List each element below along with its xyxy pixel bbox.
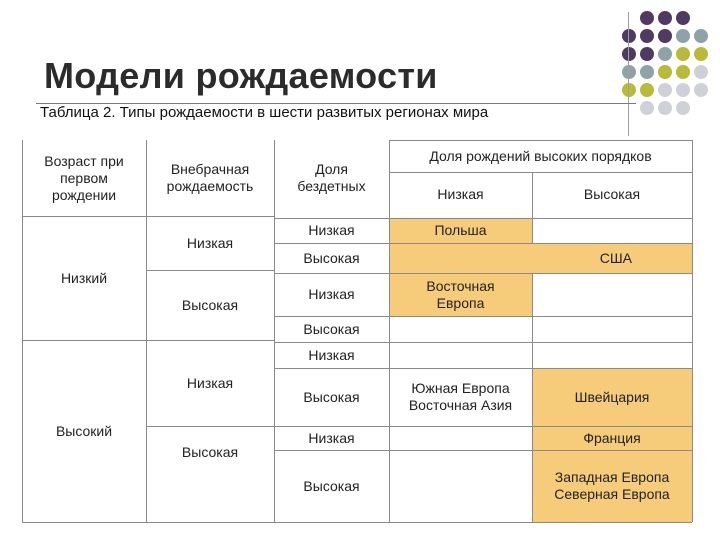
childless-1 xyxy=(274,218,389,243)
header-high-order-high xyxy=(532,172,692,216)
cell-text: Польша xyxy=(434,222,487,238)
cell-text: Низкая xyxy=(308,222,355,238)
grid-line xyxy=(22,340,274,341)
grid-line xyxy=(274,342,692,343)
cell-france xyxy=(532,426,692,450)
slide-title: Модели рождаемости xyxy=(44,55,438,96)
childless-7 xyxy=(274,426,389,450)
extramarital-low-2 xyxy=(146,340,274,426)
cell-text: Высокая xyxy=(303,388,360,405)
childless-4 xyxy=(274,316,389,342)
grid-line xyxy=(274,273,692,274)
cell-poland xyxy=(389,218,532,243)
header-childless xyxy=(274,140,389,216)
cell-usa xyxy=(389,243,692,273)
grid-line xyxy=(22,216,274,217)
grid-line xyxy=(146,426,692,427)
grid-line xyxy=(274,218,692,219)
cell-text: Низкая xyxy=(308,346,355,363)
age-high xyxy=(22,340,146,522)
grid-line xyxy=(389,172,692,173)
cell-text: Высокая xyxy=(303,249,360,266)
grid-line xyxy=(274,450,692,451)
grid-line xyxy=(389,140,692,141)
cell-text: Восточная Европа xyxy=(426,277,495,311)
cell-text: Низкая xyxy=(308,429,355,446)
extramarital-high-1 xyxy=(146,270,274,340)
cell-east-europe xyxy=(389,273,532,316)
cell-text: Низкая xyxy=(186,234,234,251)
grid-line xyxy=(146,270,274,271)
grid-line xyxy=(532,172,533,243)
cell-text: Высокий xyxy=(55,422,113,439)
cell-text: Северная Европа xyxy=(554,486,670,502)
header-extramarital xyxy=(146,140,274,216)
cell-text: Низкая xyxy=(186,374,234,391)
header-text: Возраст при первом рождении xyxy=(44,152,124,203)
cell-text: Западная Европа xyxy=(554,469,670,485)
header-text: Низкая xyxy=(437,185,484,202)
childless-5 xyxy=(274,342,389,368)
childless-3 xyxy=(274,273,389,316)
grid-line xyxy=(146,140,147,522)
cell-text: Высокая xyxy=(303,320,360,337)
cell-text: Высокая xyxy=(303,477,360,494)
cell-text: Франция xyxy=(583,429,641,446)
cell-stack xyxy=(409,380,512,414)
header-high-order-low xyxy=(389,172,532,216)
cell-west-north-europe xyxy=(532,450,692,522)
table-caption: Таблица 2. Типы рождаемости в шести развитых регионах мира xyxy=(40,104,489,121)
grid-line xyxy=(389,140,390,522)
cell-text: Высокая xyxy=(181,443,239,460)
header-text: Внебрачная рождаемость xyxy=(166,161,254,194)
cell-text: Южная Европа xyxy=(411,380,510,396)
grid-line xyxy=(274,316,692,317)
cell-text: США xyxy=(599,249,632,266)
childless-8 xyxy=(274,450,389,522)
cell-text: Низкая xyxy=(308,286,355,302)
header-high-order xyxy=(389,140,692,172)
cell-text: Низкий xyxy=(60,269,108,286)
age-low xyxy=(22,216,146,340)
cell-south-europe-east-asia xyxy=(389,368,532,426)
cell-stack xyxy=(554,469,669,503)
grid-line xyxy=(22,522,692,523)
cell-text: Швейцария xyxy=(574,388,650,405)
grid-line xyxy=(532,368,533,522)
grid-line xyxy=(22,140,23,522)
grid-line xyxy=(274,140,275,522)
grid-line xyxy=(532,273,533,368)
extramarital-low-1 xyxy=(146,216,274,270)
childless-6 xyxy=(274,368,389,426)
header-text: Высокая xyxy=(583,185,641,202)
grid-line xyxy=(274,368,692,369)
grid-line xyxy=(692,140,693,522)
header-age xyxy=(22,140,146,216)
cell-text: Высокая xyxy=(181,296,239,313)
title-vertical-rule xyxy=(628,12,629,136)
cell-switzerland xyxy=(532,368,692,426)
header-text: Доля бездетных xyxy=(297,161,366,194)
cell-text: Восточная Азия xyxy=(408,397,513,413)
childless-2 xyxy=(274,243,389,273)
grid-line xyxy=(274,243,692,244)
extramarital-high-2 xyxy=(146,426,274,522)
header-text: Доля рождений высоких порядков xyxy=(429,147,652,164)
